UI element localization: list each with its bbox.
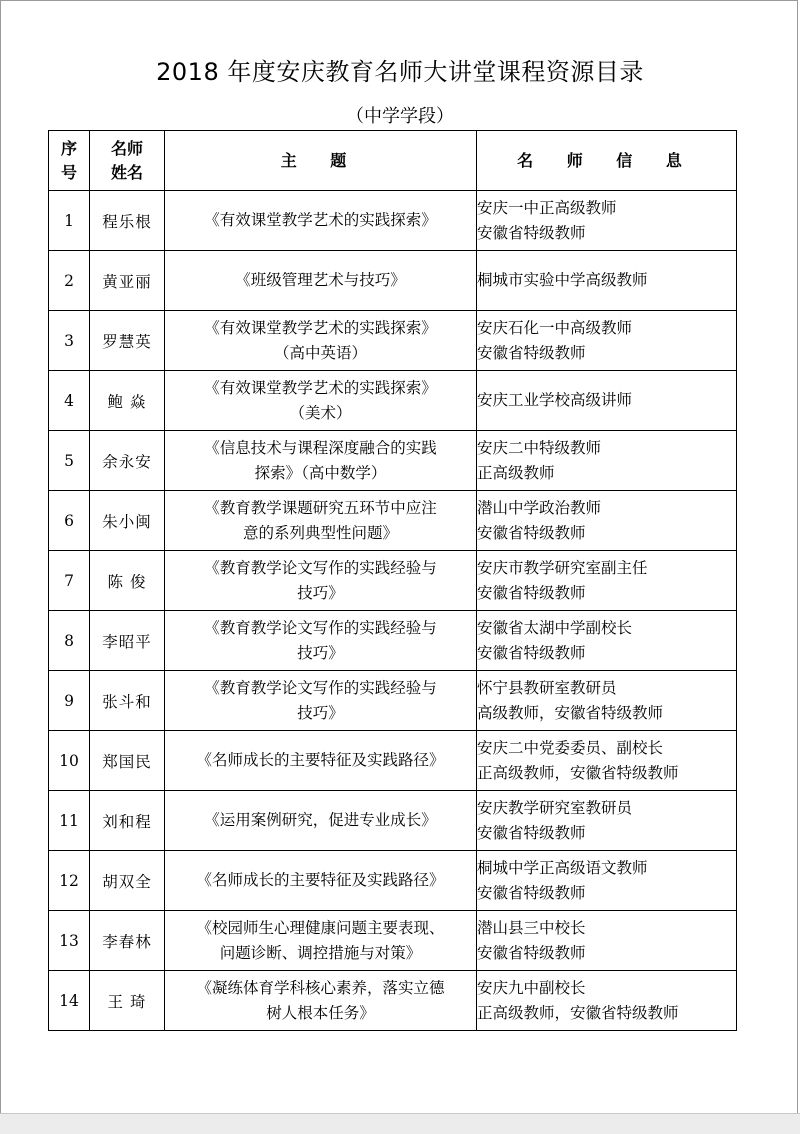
course-catalog-table xyxy=(48,130,737,1031)
row-serial-number: 9 xyxy=(49,671,90,731)
row-topic xyxy=(165,251,477,311)
row-serial-number: 10 xyxy=(49,731,90,791)
topic-line: 《教育教学课题研究五环节中应注 xyxy=(204,498,437,517)
row-serial-number: 1 xyxy=(49,191,90,251)
info-line: 安庆工业学校高级讲师 xyxy=(477,391,633,409)
row-topic xyxy=(165,971,477,1031)
topic-line: 技巧》 xyxy=(297,703,344,722)
info-line: 安庆市教学研究室副主任 xyxy=(477,558,648,577)
header-topic: 主 题 xyxy=(165,131,477,191)
row-serial-number: 12 xyxy=(49,851,90,911)
header-teacher-name xyxy=(90,131,165,191)
topic-line: 《教育教学论文写作的实践经验与 xyxy=(204,678,437,697)
row-topic xyxy=(165,671,477,731)
topic-line: 《有效课堂教学艺术的实践探索》 xyxy=(204,211,437,229)
topic-line: （高中英语） xyxy=(273,343,367,362)
header-name-line: 姓名 xyxy=(110,162,143,182)
row-teacher-name: 黄亚丽 xyxy=(90,251,165,311)
topic-line: （美术） xyxy=(289,403,352,422)
row-serial-number: 4 xyxy=(49,371,90,431)
row-teacher-info xyxy=(477,371,737,431)
row-serial-number: 11 xyxy=(49,791,90,851)
row-teacher-name: 李昭平 xyxy=(90,611,165,671)
info-line: 安徽省特级教师 xyxy=(477,523,586,542)
info-line: 安徽省特级教师 xyxy=(477,883,586,902)
topic-line: 《班级管理艺术与技巧》 xyxy=(235,271,406,289)
row-serial-number: 8 xyxy=(49,611,90,671)
table-row xyxy=(49,971,737,1031)
table-row xyxy=(49,251,737,311)
header-teacher-info: 名 师 信 息 xyxy=(477,131,737,191)
info-line: 潜山中学政治教师 xyxy=(477,498,602,517)
row-topic xyxy=(165,611,477,671)
row-topic xyxy=(165,731,477,791)
row-topic xyxy=(165,911,477,971)
row-teacher-info xyxy=(477,851,737,911)
row-teacher-info xyxy=(477,191,737,251)
info-line: 安徽省特级教师 xyxy=(477,583,586,602)
info-line: 桐城中学正高级语文教师 xyxy=(477,858,648,877)
row-teacher-name: 李春林 xyxy=(90,911,165,971)
row-topic xyxy=(165,491,477,551)
table-row xyxy=(49,371,737,431)
info-line: 安庆二中党委委员、副校长 xyxy=(477,738,664,757)
header-serial-line: 号 xyxy=(60,162,77,182)
info-line: 安徽省特级教师 xyxy=(477,943,586,962)
row-teacher-name: 刘和程 xyxy=(90,791,165,851)
row-teacher-info xyxy=(477,431,737,491)
table-header-row xyxy=(49,131,737,191)
info-line: 正高级教师 xyxy=(477,463,555,482)
info-line: 安庆一中正高级教师 xyxy=(477,198,617,217)
info-line: 正高级教师，安徽省特级教师 xyxy=(477,763,679,782)
row-teacher-name: 朱小闽 xyxy=(90,491,165,551)
table-row xyxy=(49,911,737,971)
topic-line: 《凝练体育学科核心素养，落实立德 xyxy=(196,978,445,997)
topic-line: 《教育教学论文写作的实践经验与 xyxy=(204,558,437,577)
info-line: 桐城市实验中学高级教师 xyxy=(477,271,648,289)
row-teacher-name: 胡双全 xyxy=(90,851,165,911)
topic-line: 《校园师生心理健康问题主要表现、 xyxy=(196,918,445,937)
topic-line: 技巧》 xyxy=(297,583,344,602)
topic-line: 《运用案例研究，促进专业成长》 xyxy=(204,811,437,829)
row-topic xyxy=(165,191,477,251)
row-teacher-info xyxy=(477,671,737,731)
topic-line: 《名师成长的主要特征及实践路径》 xyxy=(196,871,445,889)
info-line: 怀宁县教研室教研员 xyxy=(477,678,617,697)
row-teacher-name: 罗慧英 xyxy=(90,311,165,371)
topic-line: 技巧》 xyxy=(297,643,344,662)
row-teacher-info xyxy=(477,791,737,851)
info-line: 安庆九中副校长 xyxy=(477,978,586,997)
row-teacher-name: 余永安 xyxy=(90,431,165,491)
topic-line: 意的系列典型性问题》 xyxy=(242,523,398,542)
row-teacher-info xyxy=(477,251,737,311)
topic-line: 《教育教学论文写作的实践经验与 xyxy=(204,618,437,637)
info-line: 安徽省太湖中学副校长 xyxy=(477,618,633,637)
bottom-strip xyxy=(0,1113,800,1134)
table-row xyxy=(49,671,737,731)
info-line: 安庆石化一中高级教师 xyxy=(477,318,633,337)
row-teacher-info xyxy=(477,731,737,791)
table-row xyxy=(49,311,737,371)
row-topic xyxy=(165,791,477,851)
row-serial-number: 7 xyxy=(49,551,90,611)
row-topic xyxy=(165,311,477,371)
row-teacher-info xyxy=(477,491,737,551)
row-serial-number: 3 xyxy=(49,311,90,371)
topic-line: 探索》（高中数学） xyxy=(254,463,387,482)
row-topic xyxy=(165,431,477,491)
row-topic xyxy=(165,851,477,911)
table-row xyxy=(49,611,737,671)
row-serial-number: 14 xyxy=(49,971,90,1031)
info-line: 高级教师，安徽省特级教师 xyxy=(477,703,664,722)
row-teacher-name: 陈 俊 xyxy=(90,551,165,611)
row-teacher-name: 程乐根 xyxy=(90,191,165,251)
row-teacher-info xyxy=(477,551,737,611)
table-row xyxy=(49,431,737,491)
info-line: 安庆教学研究室教研员 xyxy=(477,798,633,817)
row-teacher-name: 鲍 焱 xyxy=(90,371,165,431)
table-row xyxy=(49,191,737,251)
row-serial-number: 5 xyxy=(49,431,90,491)
info-line: 安庆二中特级教师 xyxy=(477,438,602,457)
topic-line: 《有效课堂教学艺术的实践探索》 xyxy=(204,318,437,337)
row-teacher-name: 张斗和 xyxy=(90,671,165,731)
row-teacher-info xyxy=(477,311,737,371)
info-line: 安徽省特级教师 xyxy=(477,823,586,842)
row-teacher-name: 郑国民 xyxy=(90,731,165,791)
info-line: 安徽省特级教师 xyxy=(477,223,586,242)
topic-line: 《信息技术与课程深度融合的实践 xyxy=(204,438,437,457)
row-teacher-info xyxy=(477,611,737,671)
row-teacher-info xyxy=(477,911,737,971)
row-topic xyxy=(165,551,477,611)
header-serial-number xyxy=(49,131,90,191)
topic-line: 《有效课堂教学艺术的实践探索》 xyxy=(204,378,437,397)
info-line: 安徽省特级教师 xyxy=(477,343,586,362)
topic-line: 树人根本任务》 xyxy=(266,1003,375,1022)
table-row xyxy=(49,851,737,911)
row-teacher-info xyxy=(477,971,737,1031)
row-teacher-name: 王 琦 xyxy=(90,971,165,1031)
row-topic xyxy=(165,371,477,431)
info-line: 安徽省特级教师 xyxy=(477,643,586,662)
info-line: 潜山县三中校长 xyxy=(477,918,586,937)
topic-line: 问题诊断、调控措施与对策》 xyxy=(219,943,422,962)
header-name-line: 名师 xyxy=(110,138,143,158)
header-serial-line: 序 xyxy=(60,138,77,158)
topic-line: 《名师成长的主要特征及实践路径》 xyxy=(196,751,445,769)
row-serial-number: 13 xyxy=(49,911,90,971)
table-row xyxy=(49,791,737,851)
table-body xyxy=(49,191,737,1031)
info-line: 正高级教师，安徽省特级教师 xyxy=(477,1003,679,1022)
document-subtitle: （中学学段） xyxy=(346,106,454,127)
row-serial-number: 2 xyxy=(49,251,90,311)
table-row xyxy=(49,551,737,611)
table-row xyxy=(49,731,737,791)
document-title: 2018 年度安庆教育名师大讲堂课程资源目录 xyxy=(156,58,644,86)
row-serial-number: 6 xyxy=(49,491,90,551)
table-row xyxy=(49,491,737,551)
